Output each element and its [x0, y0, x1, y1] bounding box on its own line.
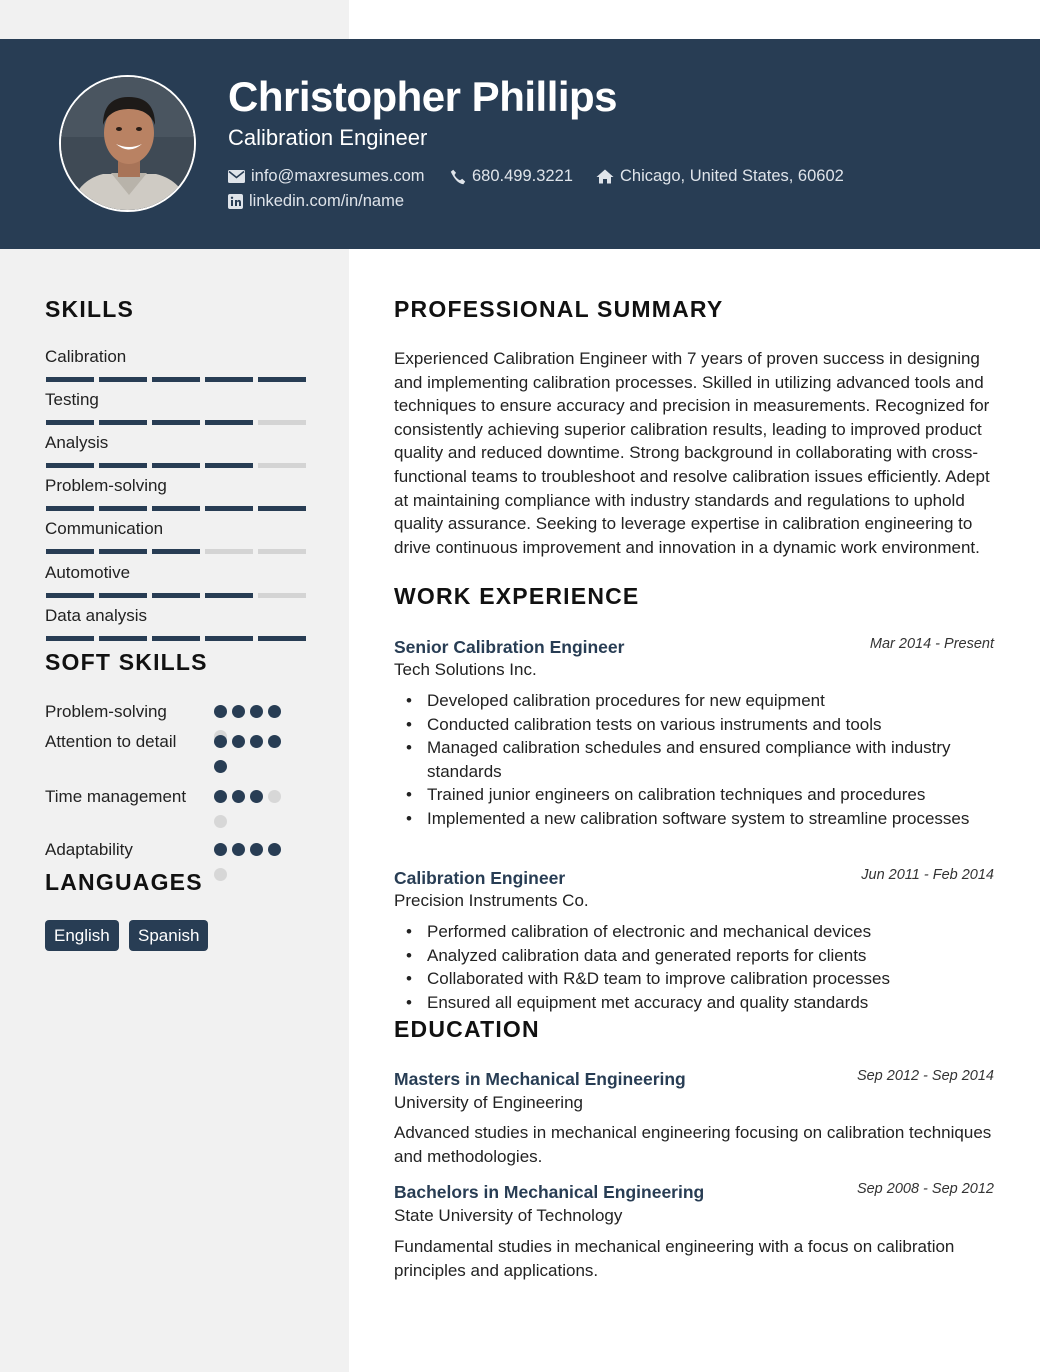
- degree-description: Fundamental studies in mechanical engineering with a focus on calibration principles and applications.: [394, 1237, 955, 1280]
- skill-level-segment: [152, 549, 200, 554]
- skill-level-segment: [99, 377, 147, 382]
- job-company: Precision Instruments Co.: [394, 891, 589, 910]
- soft-skill-dot: [250, 705, 263, 718]
- avatar: [59, 75, 196, 212]
- degree-dates: Sep 2008 - Sep 2012: [856, 1181, 994, 1197]
- skill-level-bar: [46, 463, 306, 468]
- education-heading: EDUCATION: [394, 1016, 540, 1042]
- soft-skill-dot: [214, 735, 227, 748]
- job-title: Senior Calibration Engineer: [394, 637, 625, 657]
- degree-school: State University of Technology: [394, 1206, 623, 1225]
- email-text: info@maxresumes.com: [251, 167, 425, 185]
- skill-level-segment: [152, 463, 200, 468]
- linkedin-text: linkedin.com/in/name: [249, 192, 404, 210]
- skill-level-segment: [258, 549, 306, 554]
- degree-dates: Sep 2012 - Sep 2014: [856, 1068, 994, 1084]
- skill-label: Communication: [45, 519, 164, 538]
- degree-description: Advanced studies in mechanical engineering focusing on calibration techniques and methodologies.: [394, 1123, 992, 1166]
- resume-header: [0, 39, 1040, 249]
- skill-level-segment: [205, 420, 253, 425]
- soft-skill-dot: [232, 705, 245, 718]
- job-bullet: • Collaborated with R&D team to improve calibration processes: [394, 967, 1000, 991]
- skill-level-segment: [99, 506, 147, 511]
- skill-level-bar: [46, 420, 306, 425]
- soft-skill-dot: [214, 815, 227, 828]
- skill-level-segment: [205, 463, 253, 468]
- summary-heading: PROFESSIONAL SUMMARY: [394, 296, 724, 322]
- skill-level-segment: [46, 636, 94, 641]
- language-tag-english: English: [45, 920, 119, 951]
- skill-level-segment: [46, 549, 94, 554]
- job-title: Calibration Engineer: [394, 868, 566, 888]
- soft-skill-dot: [214, 760, 227, 773]
- degree-school: University of Engineering: [394, 1093, 583, 1112]
- soft-skill-dot: [232, 790, 245, 803]
- skill-level-segment: [99, 593, 147, 598]
- skill-level-segment: [205, 593, 253, 598]
- skill-level-segment: [99, 463, 147, 468]
- contact-phone[interactable]: [450, 167, 573, 186]
- contact-location: [596, 167, 844, 186]
- summary-text: Experienced Calibration Engineer with 7 years of proven success in designing and implementing calibration processes. Skilled in utilizing advanced tools and techniques to ensure accuracy and precision in measurements. Recognized for consistently achieving superior calibration results, leading to improved product quality and reduced downtime. Strong background in collaborating with cross-functional teams to troubleshoot and resolve calibration issues efficiently. Adept at maintaining compliance with industry standards and regulations to uphold quality assurance. Seeking to leverage expertise in calibration engineering to drive continuous improvement and innovation in a dynamic work environment.: [394, 349, 990, 557]
- phone-icon: [450, 169, 466, 185]
- skill-label: Data analysis: [45, 606, 148, 625]
- job-bullet: • Conducted calibration tests on various instruments and tools: [394, 713, 1000, 737]
- skill-level-segment: [152, 636, 200, 641]
- skill-level-segment: [46, 463, 94, 468]
- skill-level-segment: [258, 636, 306, 641]
- skill-level-segment: [258, 506, 306, 511]
- skill-level-segment: [46, 420, 94, 425]
- soft-skill-label: Time management: [45, 787, 187, 806]
- skill-level-segment: [152, 377, 200, 382]
- candidate-role: Calibration Engineer: [228, 125, 428, 150]
- soft-skill-dot: [214, 705, 227, 718]
- soft-skill-dot: [214, 843, 227, 856]
- job-bullet: • Trained junior engineers on calibration techniques and procedures: [394, 783, 1000, 807]
- skill-label: Automotive: [45, 563, 131, 582]
- skill-level-segment: [258, 463, 306, 468]
- soft-skill-label: Attention to detail: [45, 732, 177, 751]
- soft-skill-dot: [232, 843, 245, 856]
- skill-label: Problem-solving: [45, 476, 167, 495]
- contact-email[interactable]: [228, 167, 425, 186]
- skill-level-segment: [46, 593, 94, 598]
- language-tag-spanish: Spanish: [129, 920, 208, 951]
- skill-level-segment: [258, 420, 306, 425]
- job-bullets: [394, 689, 1000, 831]
- skill-level-bar: [46, 549, 306, 554]
- skill-level-segment: [258, 593, 306, 598]
- experience-heading: WORK EXPERIENCE: [394, 583, 640, 609]
- phone-text: 680.499.3221: [472, 167, 573, 185]
- skill-level-segment: [152, 420, 200, 425]
- skill-level-segment: [99, 549, 147, 554]
- skill-level-segment: [205, 549, 253, 554]
- soft-skill-dot: [268, 735, 281, 748]
- job-dates: Jun 2011 - Feb 2014: [861, 867, 994, 883]
- skill-level-bar: [46, 636, 306, 641]
- soft-skill-dot: [232, 735, 245, 748]
- skill-label: Testing: [45, 390, 99, 409]
- soft-skill-dot: [250, 843, 263, 856]
- contact-linkedin[interactable]: [228, 192, 404, 211]
- languages-heading: LANGUAGES: [45, 869, 203, 895]
- soft-skill-dot: [268, 790, 281, 803]
- skill-level-segment: [205, 506, 253, 511]
- soft-skill-dot: [268, 843, 281, 856]
- envelope-icon: [228, 170, 245, 183]
- job-bullet: • Performed calibration of electronic and mechanical devices: [394, 920, 1000, 944]
- soft-skill-dots: [214, 790, 294, 828]
- skill-level-segment: [99, 420, 147, 425]
- job-dates: Mar 2014 - Present: [869, 636, 994, 652]
- soft-skill-dots: [214, 843, 294, 881]
- skill-level-bar: [46, 377, 306, 382]
- skill-level-segment: [152, 506, 200, 511]
- soft-skill-dot: [214, 790, 227, 803]
- skill-level-segment: [46, 377, 94, 382]
- soft-skill-dot: [250, 790, 263, 803]
- skill-level-segment: [99, 636, 147, 641]
- linkedin-icon: [228, 194, 243, 209]
- job-bullet: • Analyzed calibration data and generated reports for clients: [394, 944, 1000, 968]
- job-bullet: • Implemented a new calibration software system to streamline processes: [394, 807, 1000, 831]
- skill-level-bar: [46, 593, 306, 598]
- soft-skill-dot: [250, 735, 263, 748]
- skill-level-segment: [205, 377, 253, 382]
- skill-label: Calibration: [45, 347, 127, 366]
- degree-title: Masters in Mechanical Engineering: [394, 1069, 686, 1089]
- job-bullet: • Managed calibration schedules and ensured compliance with industry standards: [394, 736, 1000, 783]
- skill-level-segment: [205, 636, 253, 641]
- job-company: Tech Solutions Inc.: [394, 660, 537, 679]
- job-bullets: [394, 920, 1000, 1014]
- skill-level-segment: [258, 377, 306, 382]
- skill-level-bar: [46, 506, 306, 511]
- skill-level-segment: [152, 593, 200, 598]
- skill-label: Analysis: [45, 433, 109, 452]
- soft-skills-heading: SOFT SKILLS: [45, 649, 208, 675]
- job-bullet: • Developed calibration procedures for new equipment: [394, 689, 1000, 713]
- location-text: Chicago, United States, 60602: [620, 167, 844, 185]
- soft-skill-dots: [214, 735, 294, 773]
- candidate-name: Christopher Phillips: [228, 73, 618, 120]
- degree-title: Bachelors in Mechanical Engineering: [394, 1182, 705, 1202]
- skill-level-segment: [46, 506, 94, 511]
- soft-skill-dot: [268, 705, 281, 718]
- home-icon: [596, 169, 614, 184]
- job-bullet: • Ensured all equipment met accuracy and quality standards: [394, 991, 1000, 1015]
- soft-skill-label: Adaptability: [45, 840, 133, 859]
- soft-skill-label: Problem-solving: [45, 702, 167, 721]
- skills-heading: SKILLS: [45, 296, 134, 322]
- soft-skill-dot: [214, 868, 227, 881]
